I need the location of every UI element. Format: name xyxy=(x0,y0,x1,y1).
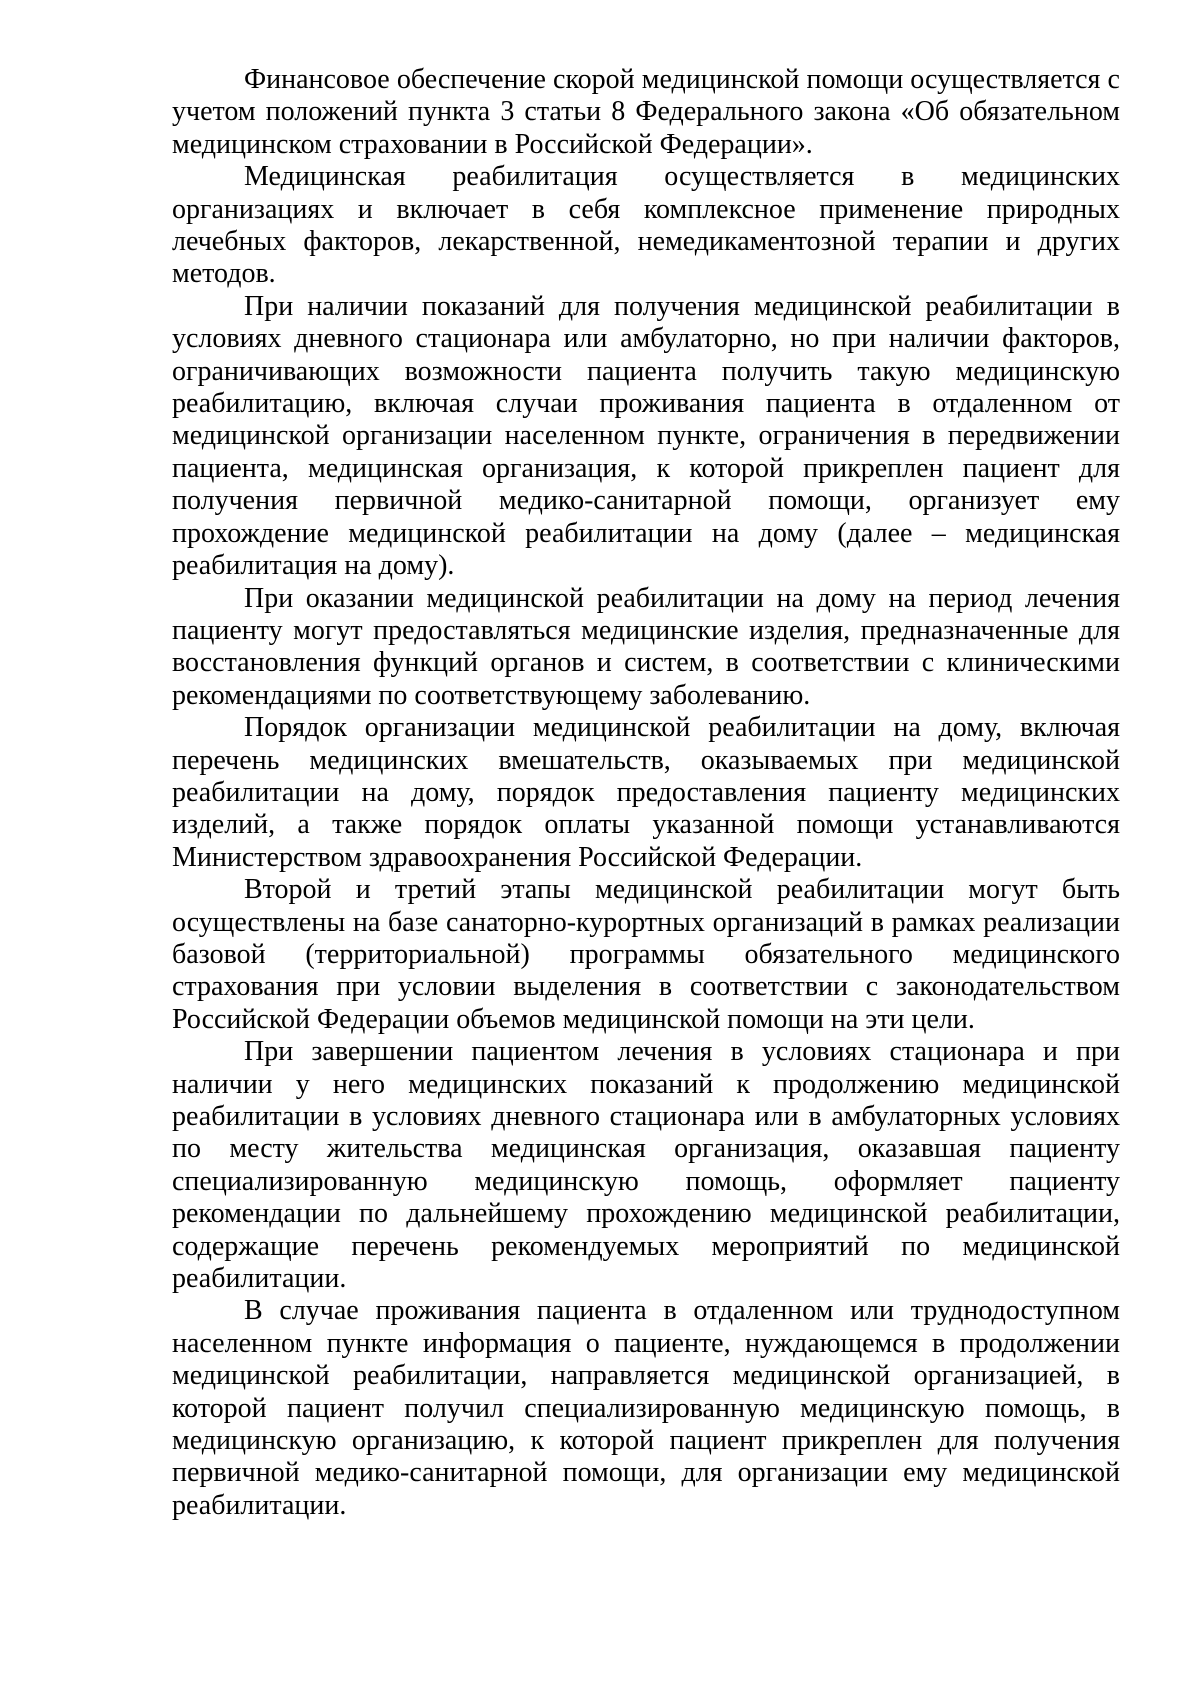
paragraph-procedure: Порядок организации медицинской реабилитации на дому, включая перечень медицинских вмешательств, оказываемых при медицинской реабилитации на дому, порядок предоставления пациенту медицинских изделий, а также порядок оплаты указанной помощи устанавливаются Министерством здравоохранения Российской Федерации. xyxy=(172,712,1120,873)
document-page xyxy=(172,64,1120,1522)
paragraph-discharge-recommendations: При завершении пациентом лечения в условиях стационара и при наличии у него медицинских показаний к продолжению медицинской реабилитации в условиях дневного стационара или в амбулаторных условиях по месту жительства медицинская организация, оказавшая пациенту специализированную медицинскую помощь, оформляет пациенту рекомендации по дальнейшему прохождению медицинской реабилитации, содержащие перечень рекомендуемых мероприятий по медицинской реабилитации. xyxy=(172,1036,1120,1295)
paragraph-rehabilitation-definition: Медицинская реабилитация осуществляется в медицинских организациях и включает в себя комплексное применение природных лечебных факторов, лекарственной, немедикаментозной терапии и других методов. xyxy=(172,161,1120,290)
paragraph-sanatorium-stages: Второй и третий этапы медицинской реабилитации могут быть осуществлены на базе санаторно-курортных организаций в рамках реализации базовой (территориальной) программы обязательного медицинского страхования при условии выделения в соответствии с законодательством Российской Федерации объемов медицинской помощи на эти цели. xyxy=(172,874,1120,1035)
paragraph-remote-patients: В случае проживания пациента в отдаленном или труднодоступном населенном пункте информация о пациенте, нуждающемся в продолжении медицинской реабилитации, направляется медицинской организацией, в которой пациент получил специализированную медицинскую помощь, в медицинскую организацию, к которой пациент прикреплен для получения первичной медико-санитарной помощи, для организации ему медицинской реабилитации. xyxy=(172,1295,1120,1521)
paragraph-financing: Финансовое обеспечение скорой медицинской помощи осуществляется с учетом положений пункта 3 статьи 8 Федерального закона «Об обязательном медицинском страховании в Российской Федерации». xyxy=(172,64,1120,160)
paragraph-home-rehabilitation: При наличии показаний для получения медицинской реабилитации в условиях дневного стационара или амбулаторно, но при наличии факторов, ограничивающих возможности пациента получить такую медицинскую реабилитацию, включая случаи проживания пациента в отдаленном от медицинской организации населенном пункте, ограничения в передвижении пациента, медицинская организация, к которой прикреплен пациент для получения первичной медико-санитарной помощи, организует ему прохождение медицинской реабилитации на дому (далее – медицинская реабилитация на дому). xyxy=(172,290,1120,582)
paragraph-medical-devices: При оказании медицинской реабилитации на дому на период лечения пациенту могут предоставляться медицинские изделия, предназначенные для восстановления функций органов и систем, в соответствии с клиническими рекомендациями по соответствующему заболеванию. xyxy=(172,582,1120,711)
